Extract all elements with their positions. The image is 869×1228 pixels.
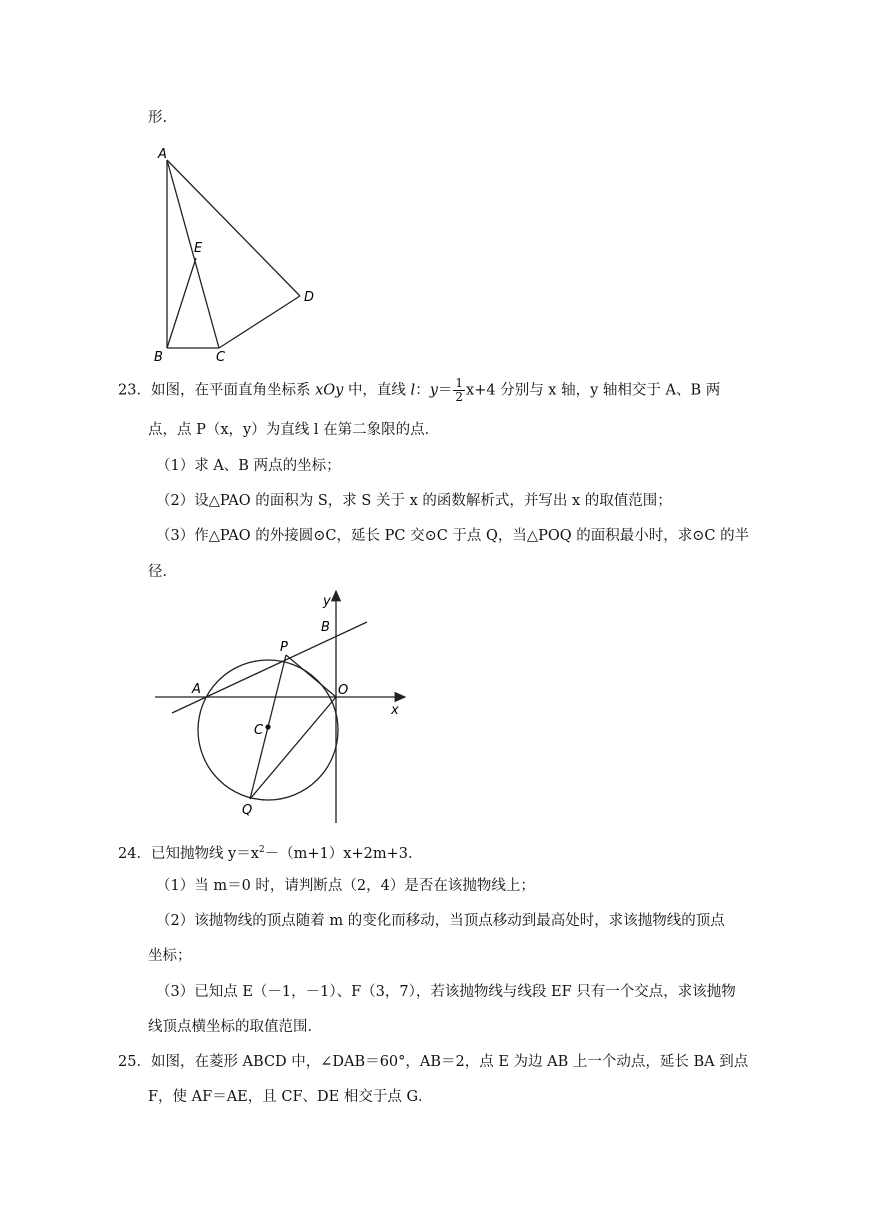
q24-sub3a: （3）已知点 E（－1，－1）、F（3，7），若该抛物线与线段 EF 只有一个交点，求该抛物 — [156, 984, 736, 1000]
label-o: O — [338, 683, 349, 698]
label-c2: C — [254, 723, 264, 738]
label-p: P — [280, 640, 288, 655]
label-b2: B — [321, 620, 330, 635]
fraction-one-half: $\frac{1}{2}$ — [455, 376, 464, 404]
q25-number: 25． — [118, 1054, 151, 1070]
q23-number: 23． — [118, 382, 151, 399]
segment-cd — [219, 296, 300, 348]
label-x: x — [391, 703, 399, 718]
segment-ac — [167, 160, 219, 348]
label-a: A — [158, 147, 167, 162]
q24-sub2a: （2）该抛物线的顶点随着 m 的变化而移动，当顶点移动到最高处时，求该抛物线的顶点 — [156, 913, 725, 929]
label-b: B — [154, 350, 163, 365]
q23-sub3b: 径． — [148, 564, 177, 580]
q24-line1: 24．已知抛物线 $y=x^2-(m+1)x+2m+3$． — [118, 845, 423, 862]
q23-sub2: （2）设△PAO 的面积为 S，求 S 关于 x 的函数解析式，并写出 x 的取值范围； — [156, 493, 672, 509]
q24-sub2b: 坐标； — [148, 948, 192, 964]
label-e: E — [194, 241, 203, 256]
label-q: Q — [242, 803, 253, 818]
q24-sub1: （1）当 m＝0 时，请判断点（2，4）是否在该抛物线上； — [156, 878, 535, 894]
label-c: C — [216, 350, 226, 365]
label-d: D — [304, 290, 315, 305]
q23-line1: 23．如图，在平面直角坐标系 xOy 中，直线 l：y＝ $\frac{1}{2}$ x+4 分别与 x 轴，y 轴相交于 A、B 两 — [118, 376, 721, 404]
q24-number: 24． — [118, 845, 151, 862]
q23-sub3a: （3）作△PAO 的外接圆⊙C，延长 PC 交⊙C 于点 Q，当△POQ 的面积最小时，求⊙C 的半 — [156, 528, 750, 544]
q23-sub1: （1）求 A、B 两点的坐标； — [156, 458, 341, 474]
top-fragment: 形. — [148, 110, 168, 126]
q25-line2: F，使 AF＝AE，且 CF、DE 相交于点 G． — [148, 1089, 433, 1105]
q25-line1: 25．如图，在菱形 ABCD 中，∠DAB＝60°，AB＝2，点 E 为边 AB 上一个动点，延长 BA 到点 — [118, 1054, 749, 1070]
q24-sub3b: 线顶点横坐标的取值范围． — [148, 1019, 322, 1035]
figure-triangle-abcd — [145, 140, 335, 365]
segment-ad — [167, 160, 300, 296]
label-y: y — [323, 594, 331, 609]
figure-circle-coordinate — [145, 585, 425, 830]
line-l — [172, 622, 367, 713]
segment-be — [167, 258, 196, 348]
label-a2: A — [192, 682, 201, 697]
q23-line2: 点，点 P（x，y）为直线 l 在第二象限的点． — [148, 422, 440, 438]
center-point — [265, 724, 270, 729]
segment-po — [286, 655, 336, 697]
